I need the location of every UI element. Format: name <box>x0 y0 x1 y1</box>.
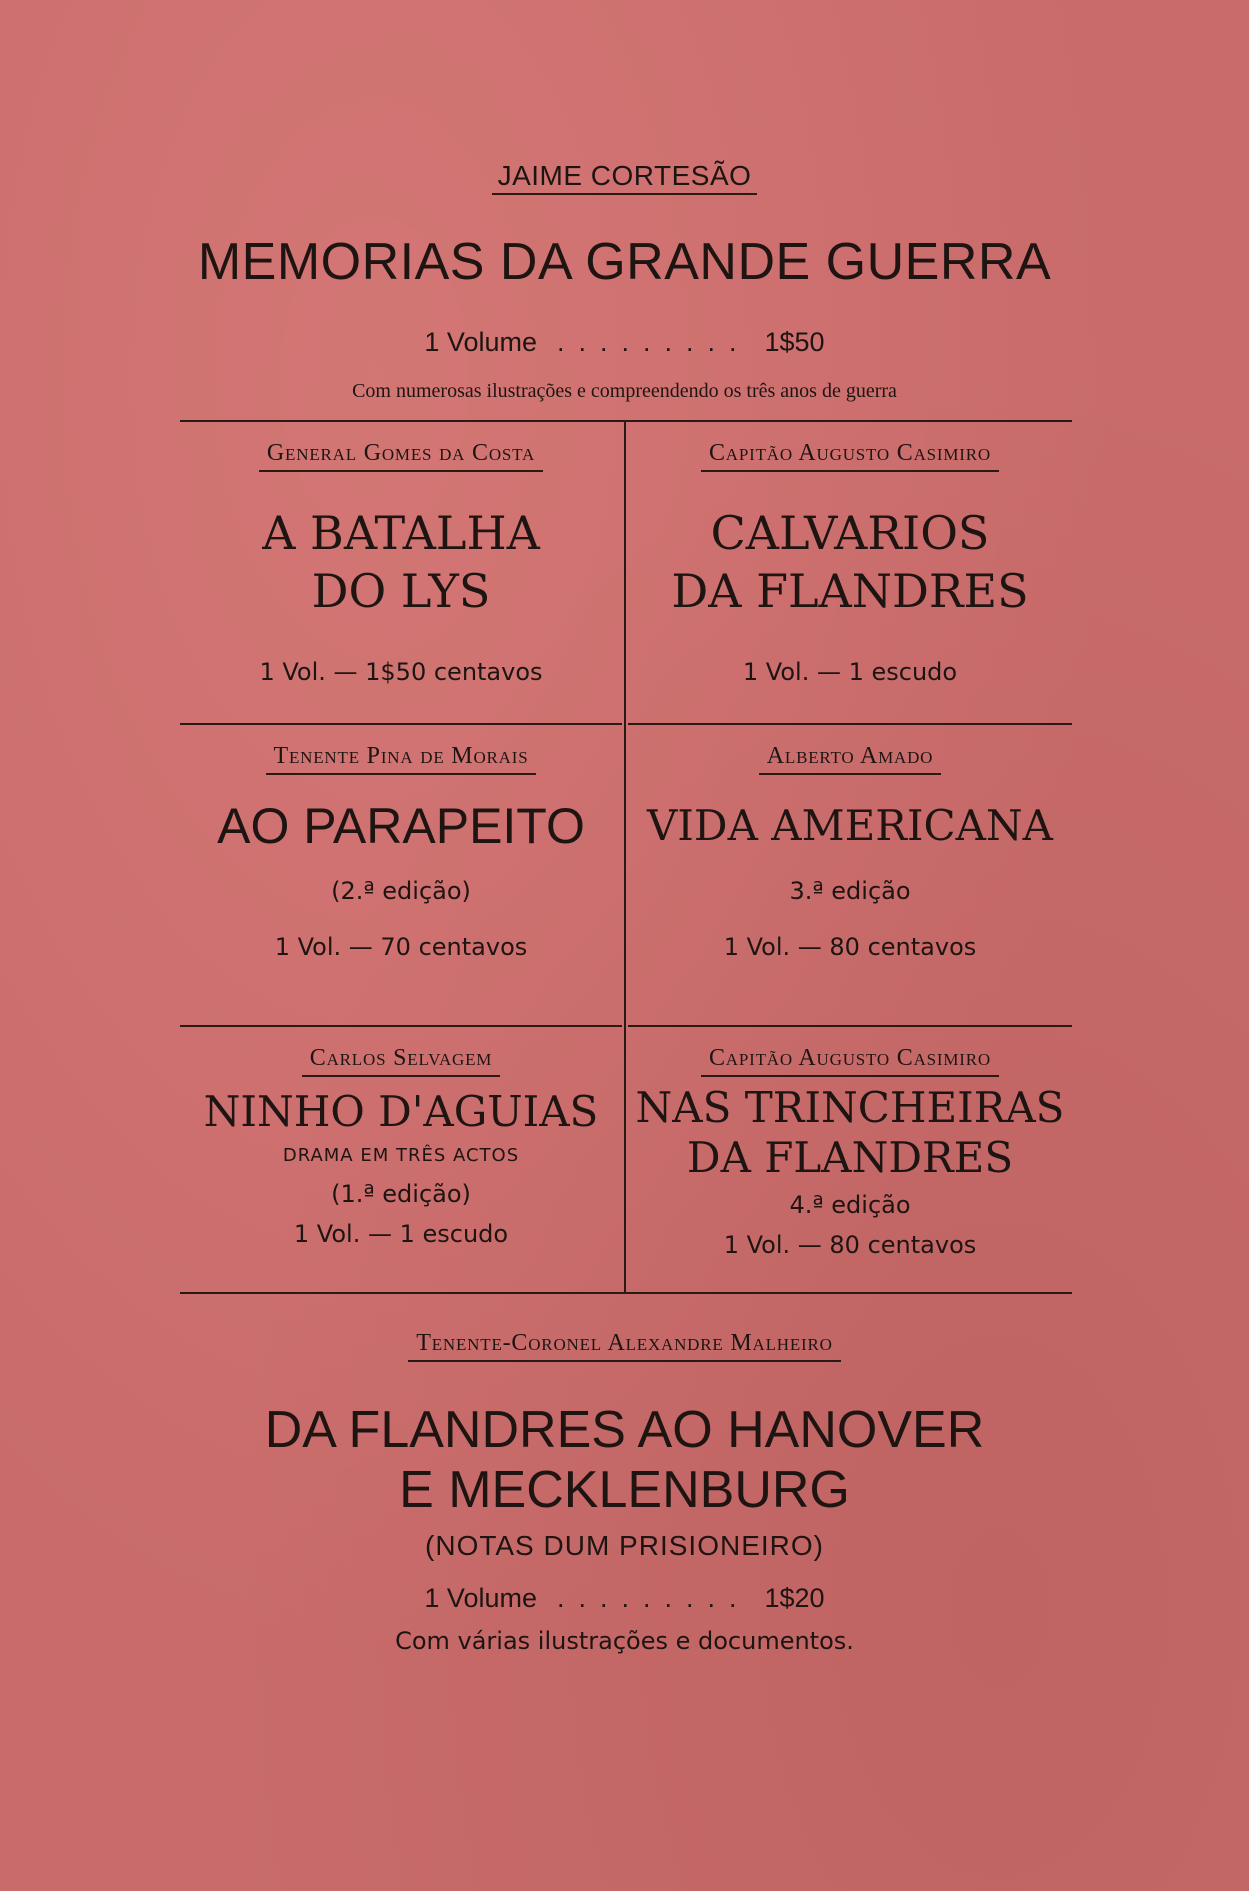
book-author: General Gomes da Costa <box>259 440 543 472</box>
grid-top-rule <box>180 420 1072 422</box>
book-title-line2: DA FLANDRES <box>686 1133 1014 1182</box>
header-author-text: JAIME CORTESÃO <box>492 160 758 195</box>
book-subtitle: DRAMA EM TRÊS ACTOS <box>282 1145 520 1166</box>
footer-author-wrap <box>0 1330 1249 1362</box>
grid-bottom-rule <box>180 1292 1072 1294</box>
header-author <box>0 160 1249 192</box>
book-price: 1 Vol. — 1 escudo <box>293 1220 509 1248</box>
book-cell <box>628 743 1072 961</box>
book-title-line1: A BATALHA <box>262 506 540 560</box>
footer-price: 1$20 <box>764 1583 825 1613</box>
book-title-line1: NINHO D'AGUIAS <box>203 1087 599 1136</box>
book-price: 1 Vol. — 1 escudo <box>742 658 958 686</box>
book-cell <box>180 1045 622 1248</box>
book-price: 1 Vol. — 80 centavos <box>723 933 977 961</box>
book-author: Alberto Amado <box>759 743 941 775</box>
footer-volume-line <box>0 1583 1249 1614</box>
book-cell <box>180 440 622 686</box>
book-edition: (1.ª edição) <box>331 1180 471 1208</box>
row2-left-rule <box>180 1025 622 1027</box>
header-volume-label: 1 Volume <box>424 327 537 357</box>
row1-left-rule <box>180 723 622 725</box>
book-author: Carlos Selvagem <box>302 1045 500 1077</box>
footer-author: Tenente-Coronel Alexandre Malheiro <box>408 1330 840 1362</box>
footer-dots: ......... <box>556 1583 751 1613</box>
header-volume-line <box>0 327 1249 358</box>
row2-right-rule <box>628 1025 1072 1027</box>
footer-note: Com várias ilustrações e documentos. <box>395 1627 854 1655</box>
book-edition: (2.ª edição) <box>331 877 471 905</box>
header-price: 1$50 <box>764 327 825 357</box>
book-price: 1 Vol. — 80 centavos <box>723 1231 977 1259</box>
header-title: MEMORIAS DA GRANDE GUERRA <box>197 233 1052 291</box>
footer-title-line1: DA FLANDRES AO HANOVER <box>264 1401 985 1459</box>
header-dots: ......... <box>556 327 751 357</box>
book-title-line1: AO PARAPEITO <box>217 798 585 854</box>
book-title-line2: DA FLANDRES <box>671 564 1029 618</box>
book-title-line1: NAS TRINCHEIRAS <box>635 1083 1065 1132</box>
book-title-line1: CALVARIOS <box>710 506 990 560</box>
book-title-line2: DO LYS <box>311 564 491 618</box>
book-author: Capitão Augusto Casimiro <box>701 1045 999 1077</box>
book-edition: 3.ª edição <box>789 877 911 905</box>
book-title-line1: VIDA AMERICANA <box>646 801 1054 850</box>
row1-right-rule <box>628 723 1072 725</box>
footer-volume-label: 1 Volume <box>424 1583 537 1613</box>
book-cell <box>180 743 622 961</box>
footer-title-line2: E MECKLENBURG <box>399 1461 850 1519</box>
book-author: Tenente Pina de Morais <box>266 743 537 775</box>
book-edition: 4.ª edição <box>789 1191 911 1219</box>
grid-center-rule <box>624 422 626 1292</box>
book-price: 1 Vol. — 70 centavos <box>274 933 528 961</box>
book-price: 1 Vol. — 1$50 centavos <box>259 658 543 686</box>
book-cell <box>628 440 1072 686</box>
footer-subtitle: (NOTAS DUM PRISIONEIRO) <box>425 1530 824 1561</box>
header-note: Com numerosas ilustrações e compreendendo os três anos de guerra <box>352 380 897 402</box>
book-cell <box>628 1045 1072 1259</box>
book-author: Capitão Augusto Casimiro <box>701 440 999 472</box>
